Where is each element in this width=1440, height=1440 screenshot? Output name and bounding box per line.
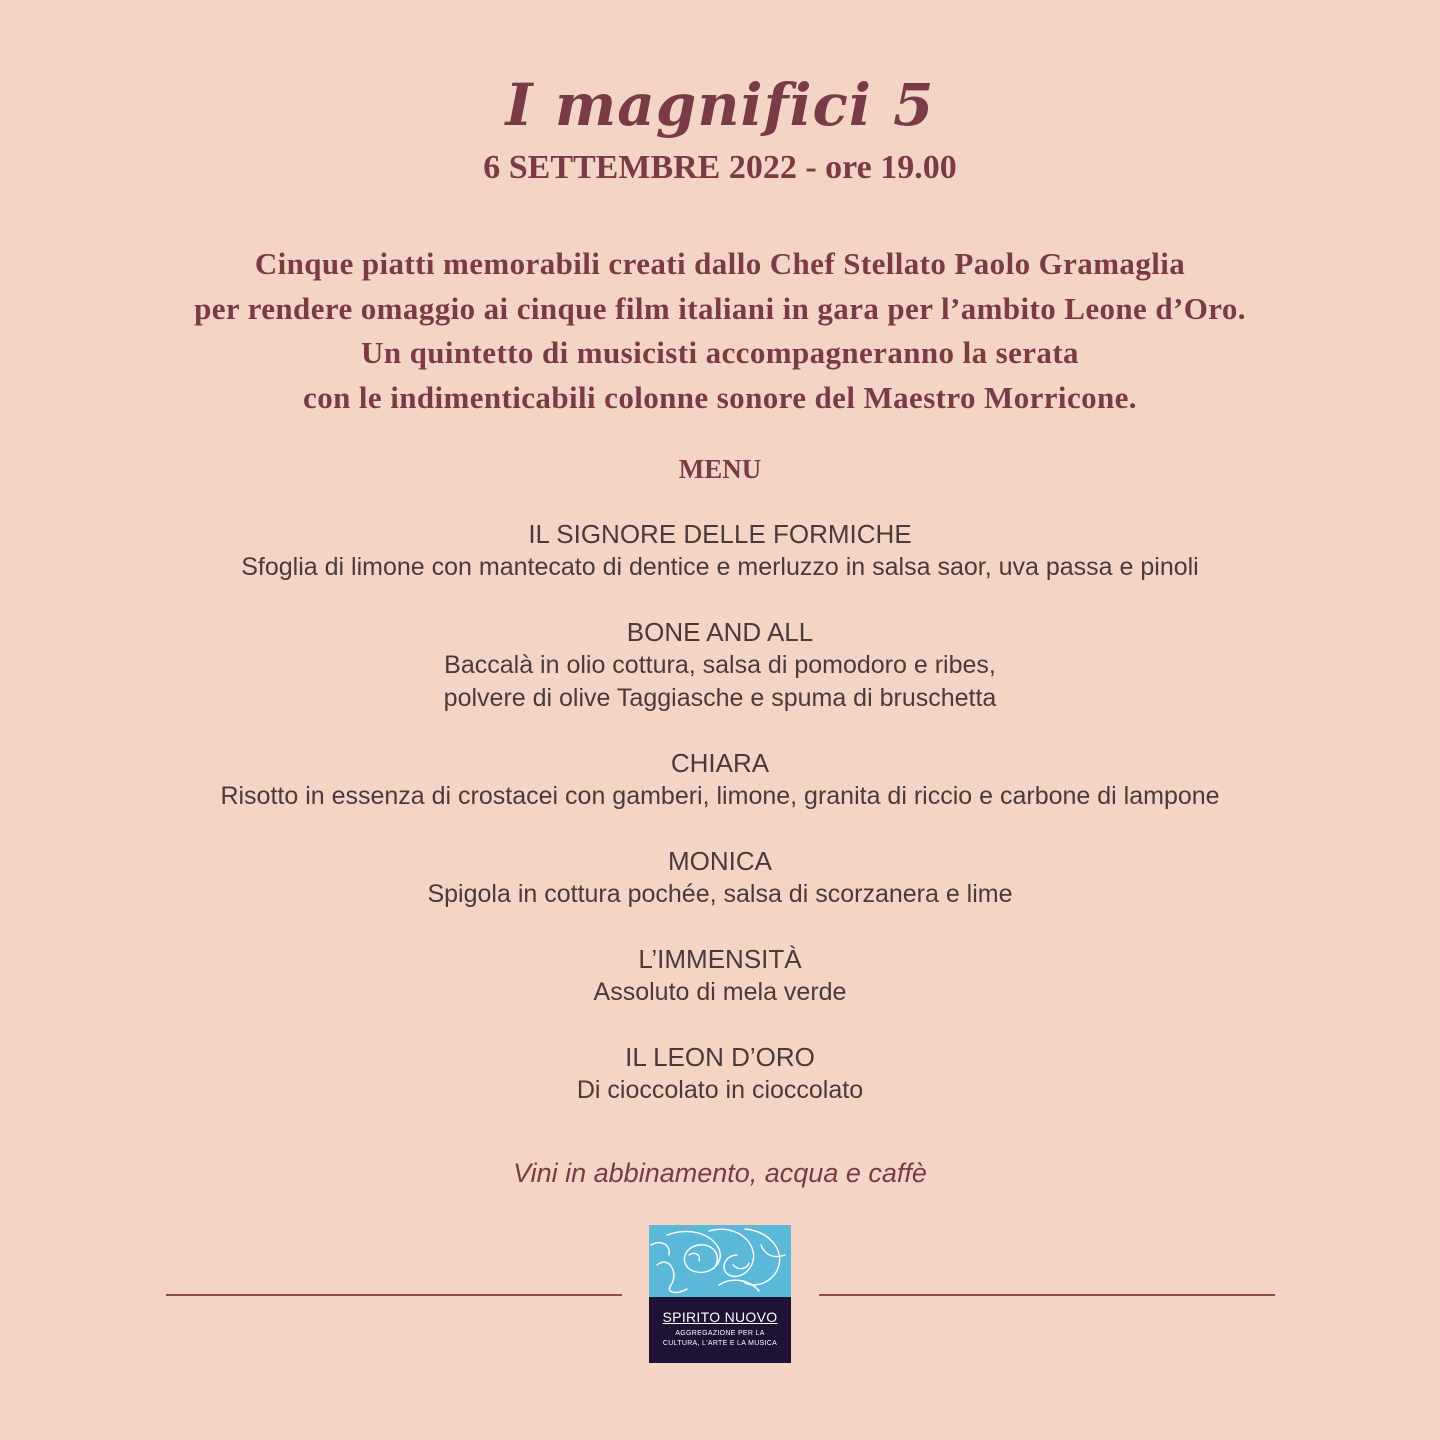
logo-text-panel [649, 1297, 791, 1363]
event-title: I magnifici 5 [505, 71, 935, 139]
dish-name: BONE AND ALL [626, 617, 814, 647]
dish-description: Baccalà in olio cottura, salsa di pomodoro e ribes, [444, 651, 996, 679]
menu-heading: MENU [678, 454, 762, 484]
event-date: 6 SETTEMBRE 2022 - ore 19.00 [483, 149, 957, 186]
intro-line: Cinque piatti memorabili creati dallo Chef Stellato Paolo Gramaglia [254, 246, 1186, 281]
dish-description: Assoluto di mela verde [593, 978, 847, 1006]
logo-subtitle-line: AGGREGAZIONE PER LA [675, 1330, 765, 1337]
dish-name: IL SIGNORE DELLE FORMICHE [528, 519, 912, 549]
logo-name: SPIRITO NUOVO [662, 1309, 778, 1325]
dish-description: Di cioccolato in cioccolato [576, 1076, 864, 1104]
intro-line: con le indimenticabili colonne sonore del Maestro Morricone. [303, 379, 1137, 415]
dish-item [0, 845, 1440, 911]
dish-description: polvere di olive Taggiasche e spuma di bruschetta [443, 684, 997, 712]
line-art-faces-icon [649, 1225, 791, 1297]
dish-item [0, 1041, 1440, 1107]
wine-pairing-note: Vini in abbinamento, acqua e caffè [513, 1158, 927, 1188]
dish-list [0, 518, 1440, 1139]
dish-name: MONICA [668, 846, 772, 876]
dish-name: IL LEON D’ORO [625, 1042, 815, 1072]
logo-subtitle-line: CULTURA, L'ARTE E LA MUSICA [662, 1340, 778, 1347]
dish-item [0, 747, 1440, 813]
dish-description: Risotto in essenza di crostacei con gamberi, limone, granita di riccio e carbone di lampone [220, 782, 1220, 810]
divider-left [166, 1294, 622, 1296]
dish-name: CHIARA [670, 748, 770, 778]
logo-subtitle [653, 1329, 787, 1349]
dish-item [0, 943, 1440, 1009]
dish-item [0, 518, 1440, 584]
spirito-nuovo-logo [649, 1225, 791, 1363]
dish-description: Spigola in cottura pochée, salsa di scorzanera e lime [427, 880, 1013, 908]
intro-text [60, 242, 1380, 420]
dish-name: L’IMMENSITÀ [638, 944, 802, 974]
dish-description: Sfoglia di limone con mantecato di dentice e merluzzo in salsa saor, uva passa e pinoli [241, 553, 1199, 581]
dish-item [0, 616, 1440, 715]
divider-right [819, 1294, 1275, 1296]
intro-line: per rendere omaggio ai cinque film italiani in gara per l’ambito Leone d’Oro. [194, 290, 1246, 326]
intro-line: Un quintetto di musicisti accompagneranno la serata [361, 335, 1079, 370]
